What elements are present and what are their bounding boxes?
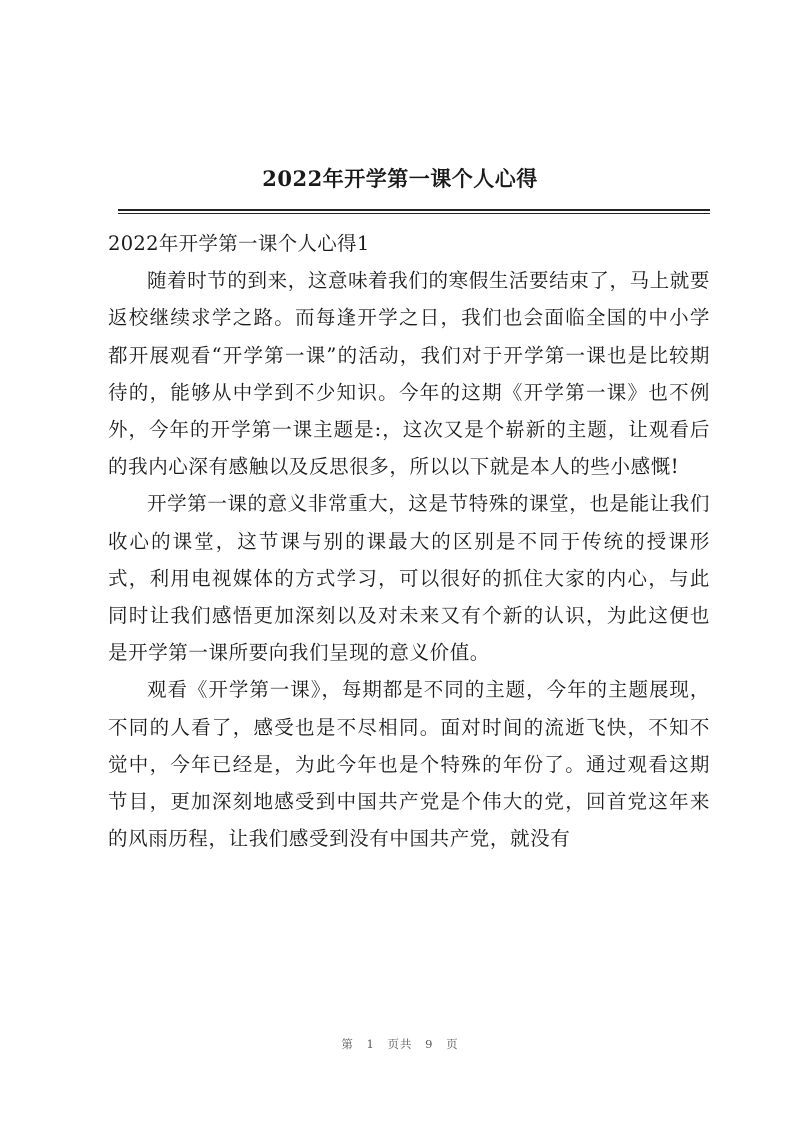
- page-footer: [0, 1036, 800, 1052]
- document-title: 2022年开学第一课个人心得: [262, 166, 538, 191]
- section-heading: 2022年开学第一课个人心得1: [108, 232, 370, 255]
- footer-page-number: 1: [366, 1037, 375, 1051]
- paragraph: 观看《开学第一课》，每期都是不同的主题，今年的主题展现，不同的人看了，感受也是不尽相同。面对时间的流逝飞快，不知不觉中，今年已经是，为此今年也是个特殊的年份了。通过观看这期节目，更加深刻地感受到中国共产党是个伟大的党，回首党这年来的风雨历程，让我们感受到没有中国共产党，就没有: [108, 678, 710, 851]
- title-divider: [118, 209, 710, 214]
- footer-middle: 页共: [387, 1037, 413, 1051]
- footer-suffix: 页: [446, 1037, 459, 1051]
- footer-total-pages: 9: [425, 1037, 434, 1051]
- footer-prefix: 第: [341, 1037, 354, 1051]
- paragraph: 随着时节的到来，这意味着我们的寒假生活要结束了，马上就要返校继续求学之路。而每逢开学之日，我们也会面临全国的中小学都开展观看“开学第一课”的活动，我们对于开学第一课也是比较期待的，能够从中学到不少知识。今年的这期《开学第一课》也不例外，今年的开学第一课主题是:，这次又是个崭新的主题，让观看后的我内心深有感触以及反思很多，所以以下就是本人的些小感慨!: [108, 269, 710, 479]
- paragraph: 开学第一课的意义非常重大，这是节特殊的课堂，也是能让我们收心的课堂，这节课与别的课最大的区别是不同于传统的授课形式，利用电视媒体的方式学习，可以很好的抓住大家的内心，与此同时让我们感悟更加深刻以及对未来又有个新的认识，为此这便也是开学第一课所要向我们呈现的意义价值。: [108, 492, 710, 665]
- document-body: [108, 225, 710, 857]
